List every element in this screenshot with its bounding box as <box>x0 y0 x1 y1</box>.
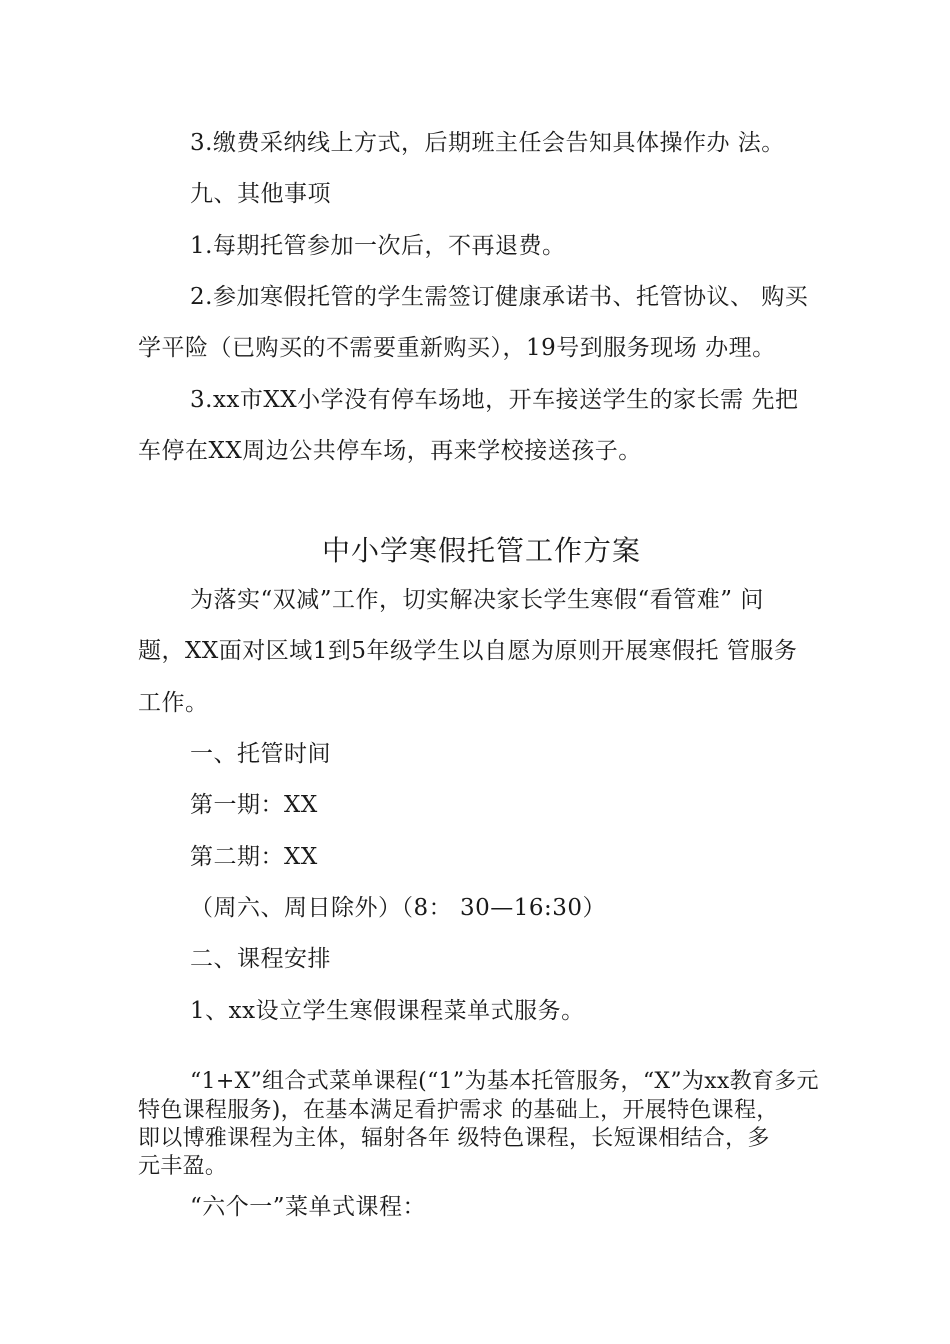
other-item-3-line-1: 3.xx市XX小学没有停车场地，开车接送学生的家长需 先把 <box>190 387 799 413</box>
heading-other-matters: 九、其他事项 <box>190 181 331 207</box>
other-item-2-line-1: 2.参加寒假托管的学生需签订健康承诺书、托管协议、 购买 <box>190 284 809 310</box>
six-one-heading: “六个一”菜单式课程： <box>190 1194 427 1220</box>
other-item-1: 1.每期托管参加一次后，不再退费。 <box>190 233 566 259</box>
heading-course-arrangement: 二、课程安排 <box>190 946 331 972</box>
menu-course-line-3: 即以博雅课程为主体，辐射各年 级特色课程，长短课相结合，多 <box>138 1126 770 1151</box>
intro-line-1: 为落实“双减”工作，切实解决家长学生寒假“看管难” 问 <box>190 587 764 613</box>
intro-line-3: 工作。 <box>138 690 209 716</box>
document-title: 中小学寒假托管工作方案 <box>322 534 642 567</box>
menu-course-line-2: 特色课程服务)，在基本满足看护需求 的基础上，开展特色课程， <box>138 1098 779 1123</box>
hours-line: （周六、周日除外）（8： 30—16:30） <box>190 895 606 921</box>
period-2: 第二期：XX <box>190 844 318 870</box>
period-1: 第一期：XX <box>190 792 318 818</box>
payment-method-line: 3.缴费采纳线上方式，后期班主任会告知具体操作办 法。 <box>190 130 785 156</box>
other-item-3-line-2: 车停在XX周边公共停车场，再来学校接送孩子。 <box>138 438 642 464</box>
heading-hosting-time: 一、托管时间 <box>190 741 331 767</box>
course-item-1: 1、xx设立学生寒假课程菜单式服务。 <box>190 998 585 1024</box>
intro-line-2: 题，XX面对区域1到5年级学生以自愿为原则开展寒假托 管服务 <box>138 638 798 664</box>
menu-course-line-4: 元丰盈。 <box>138 1154 228 1179</box>
menu-course-line-1: “1+X”组合式菜单课程(“1”为基本托管服务，“X”为xx教育多元 <box>190 1069 819 1094</box>
other-item-2-line-2: 学平险（已购买的不需要重新购买），19号到服务现场 办理。 <box>138 335 776 361</box>
